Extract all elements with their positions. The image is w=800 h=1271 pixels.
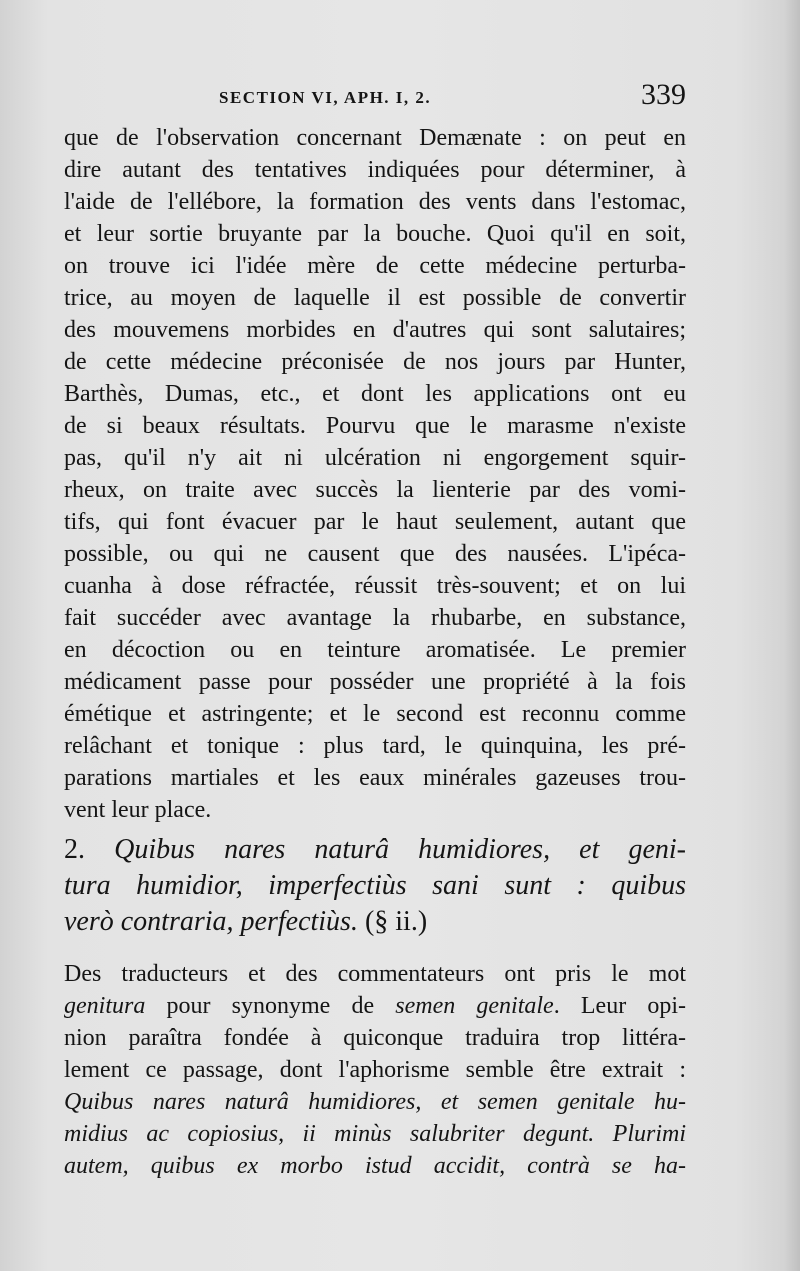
text-line: et leur sortie bruyante par la bouche. Quoi qu'il en soit, (64, 221, 686, 247)
text-line: Barthès, Dumas, etc., et dont les applications ont eu (64, 381, 686, 407)
latin-quote-line: midius ac copiosius, ii minùs salubriter degunt. Plurimi (64, 1121, 686, 1147)
text-line: en décoction ou en teinture aromatisée. Le premier (64, 637, 686, 663)
text-line: relâchant et tonique : plus tard, le quinquina, les pré- (64, 733, 686, 759)
text-line: de cette médecine préconisée de nos jours par Hunter, (64, 349, 686, 375)
text-line (64, 990, 686, 1022)
aphorism-number: 2. (64, 834, 85, 865)
text-line: tifs, qui font évacuer par le haut seulement, autant que (64, 509, 686, 535)
page-spine-shadow (784, 0, 800, 1271)
aphorism-line: tura humidior, imperfectiùs sani sunt : quibus (64, 870, 686, 901)
page-number: 339 (641, 78, 686, 111)
text-line: vent leur place. (64, 797, 212, 823)
page-header (64, 76, 686, 116)
latin-quote-line: autem, quibus ex morbo istud accidit, contrà se ha- (64, 1153, 686, 1179)
text-line: l'aide de l'ellébore, la formation des vents dans l'estomac, (64, 189, 686, 215)
text-line: émétique et astringente; et le second est reconnu comme (64, 701, 686, 727)
text-fragment: pour synonyme de (145, 993, 396, 1019)
latin-term: genitura (64, 993, 146, 1019)
text-line: des mouvemens morbides en d'autres qui sont salutaires; (64, 317, 686, 343)
section-reference: (§ ii.) (364, 906, 428, 937)
text-line: fait succéder avec avantage la rhubarbe, en substance, (64, 605, 686, 631)
text-line: de si beaux résultats. Pourvu que le marasme n'existe (64, 413, 686, 439)
aphorism-text: Quibus nares naturâ humidiores, et geni- (114, 834, 687, 865)
aphorism-line (64, 832, 686, 868)
text-line: dire autant des tentatives indiquées pour déterminer, à (64, 157, 686, 183)
text-line: nion paraîtra fondée à quiconque traduira trop littéra- (64, 1025, 686, 1051)
latin-term: semen genitale (395, 993, 554, 1019)
text-line: cuanha à dose réfractée, réussit très-souvent; et on lui (64, 573, 686, 599)
text-line: trice, au moyen de laquelle il est possible de convertir (64, 285, 686, 311)
text-line: lement ce passage, dont l'aphorisme semble être extrait : (64, 1057, 686, 1083)
text-fragment: . Leur opi- (553, 993, 686, 1019)
aphorism-text: verò contraria, perfectiùs. (64, 906, 358, 937)
latin-quote-line: Quibus nares naturâ humidiores, et semen genitale hu- (64, 1089, 686, 1115)
text-line: que de l'observation concernant Demænate : on peut en (64, 125, 686, 151)
text-line: médicament passe pour posséder une propriété à la fois (64, 669, 686, 695)
text-line: on trouve ici l'idée mère de cette médecine perturba- (64, 253, 686, 279)
running-head: SECTION VI, APH. I, 2. (219, 88, 432, 107)
text-line: parations martiales et les eaux minérales gazeuses trou- (64, 765, 686, 791)
text-line: Des traducteurs et des commentateurs ont pris le mot (64, 961, 686, 987)
text-line: possible, ou qui ne causent que des nausées. L'ipéca- (64, 541, 686, 567)
aphorism-line (64, 904, 686, 940)
text-line: pas, qu'il n'y ait ni ulcération ni engorgement squir- (64, 445, 686, 471)
text-line: rheux, on traite avec succès la lienterie par des vomi- (64, 477, 686, 503)
